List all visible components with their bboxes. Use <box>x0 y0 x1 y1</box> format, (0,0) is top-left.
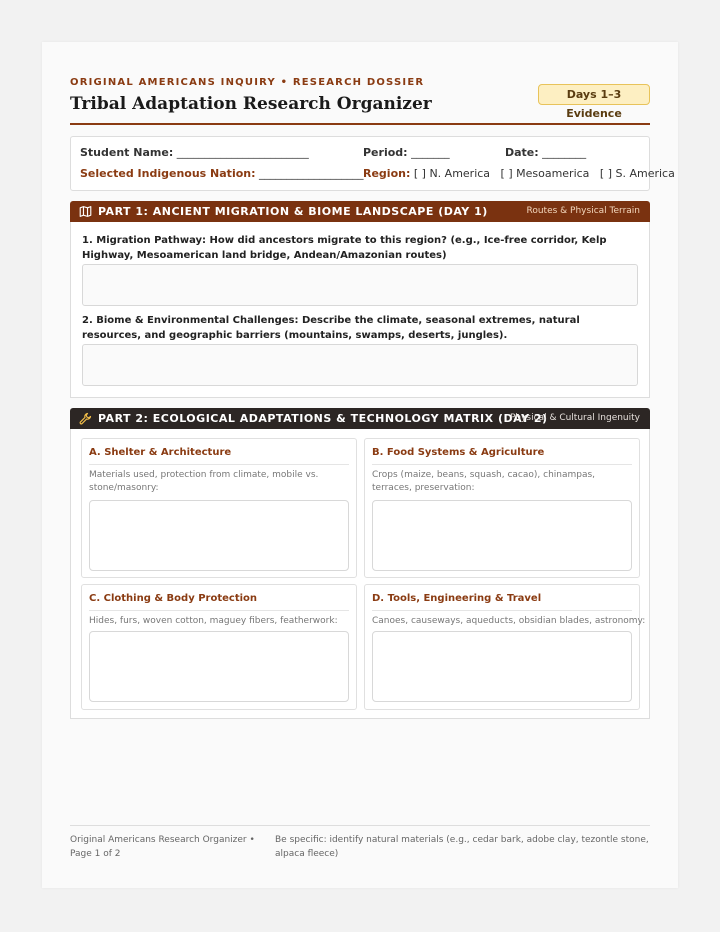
map-icon <box>79 205 92 218</box>
answer-box-clothing[interactable] <box>89 631 349 702</box>
card-description: Materials used, protection from climate, mobile vs. stone/masonry: <box>89 470 319 493</box>
card-shelter <box>81 438 357 578</box>
dossier-kicker: ORIGINAL AMERICANS INQUIRY • RESEARCH DOSSIER <box>70 77 425 88</box>
student-name-blank: ________________________ <box>176 146 309 159</box>
answer-box-food[interactable] <box>372 500 632 571</box>
answer-box-tools[interactable] <box>372 631 632 702</box>
page-title: Tribal Adaptation Research Organizer <box>70 94 432 114</box>
nation-label: Selected Indigenous Nation: <box>80 167 256 180</box>
period-blank: _______ <box>411 146 450 159</box>
student-info-panel <box>70 136 675 191</box>
footer-tip: Be specific: identify natural materials (e.g., cedar bark, adobe clay, tezontle stone, alpaca fleece) <box>275 835 649 859</box>
student-name-field[interactable] <box>80 146 309 159</box>
part1-header <box>70 201 650 222</box>
date-label: Date: <box>505 146 539 159</box>
period-field[interactable] <box>363 146 450 159</box>
period-label: Period: <box>363 146 408 159</box>
student-name-label: Student Name: <box>80 146 174 159</box>
part2-header <box>70 408 650 429</box>
region-field[interactable] <box>363 167 675 180</box>
part1-title: PART 1: ANCIENT MIGRATION & BIOME LANDSCAPE (DAY 1) <box>98 205 488 218</box>
card-description: Crops (maize, beans, squash, cacao), chinampas, terraces, preservation: <box>372 470 596 493</box>
nation-blank: ___________________ <box>259 167 364 180</box>
card-title: C. Clothing & Body Protection <box>89 593 258 604</box>
days-badge: Days 1–3 Evidence <box>538 84 650 105</box>
wrench-icon <box>79 412 92 425</box>
answer-box-migration[interactable] <box>82 264 638 306</box>
region-label: Region: <box>363 167 411 180</box>
part2-body <box>70 429 650 719</box>
date-blank: ________ <box>542 146 587 159</box>
card-description: Hides, furs, woven cotton, maguey fibers, featherwork: <box>89 616 338 626</box>
footer-divider <box>70 825 650 826</box>
answer-box-shelter[interactable] <box>89 500 349 571</box>
part1-body <box>70 222 650 398</box>
date-field[interactable] <box>505 146 586 159</box>
card-divider <box>372 610 632 611</box>
card-divider <box>372 464 632 465</box>
title-divider <box>70 123 650 125</box>
part2-title: PART 2: ECOLOGICAL ADAPTATIONS & TECHNOLOGY MATRIX (DAY 2) <box>98 412 548 425</box>
nation-field[interactable] <box>80 167 364 180</box>
card-clothing <box>81 584 357 710</box>
card-divider <box>89 610 349 611</box>
card-title: D. Tools, Engineering & Travel <box>372 593 542 604</box>
part2-tag: Physical & Cultural Ingenuity <box>509 413 640 423</box>
question-migration-pathway: 1. Migration Pathway: How did ancestors migrate to this region? (e.g., Ice-free corridor, Kelp Highway, Mesoamerican land bridge, Andean/Amazonian routes) <box>82 235 607 261</box>
region-options[interactable]: [ ] N. America [ ] Mesoamerica [ ] S. America <box>413 167 675 180</box>
card-title: A. Shelter & Architecture <box>89 447 232 458</box>
card-description: Canoes, causeways, aqueducts, obsidian blades, astronomy: <box>372 616 646 626</box>
worksheet-page <box>42 42 678 888</box>
footer-page-label: Original Americans Research Organizer • Page 1 of 2 <box>70 835 255 859</box>
card-food <box>364 438 640 578</box>
part1-tag: Routes & Physical Terrain <box>526 206 640 216</box>
answer-box-biome[interactable] <box>82 344 638 386</box>
question-biome-challenges: 2. Biome & Environmental Challenges: Describe the climate, seasonal extremes, natural resources, and geographic barriers (mountains, swamps, deserts, jungles). <box>82 315 580 341</box>
card-divider <box>89 464 349 465</box>
card-tools <box>364 584 646 710</box>
card-title: B. Food Systems & Agriculture <box>372 447 545 458</box>
